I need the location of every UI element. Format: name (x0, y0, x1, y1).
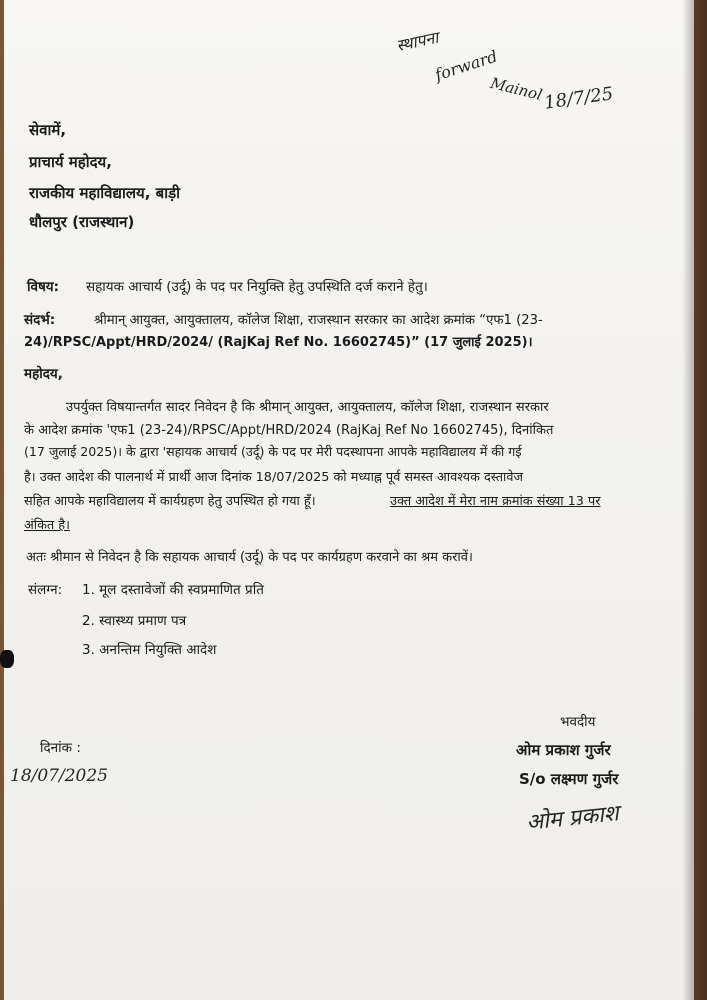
request-text: अतः श्रीमान से निवेदन है कि सहायक आचार्य (उर्दू) के पद पर कार्यग्रहण करवाने का श्रम करावें। (26, 550, 473, 565)
address-line3: राजकीय महाविद्यालय, बाड़ी (29, 184, 181, 202)
enclosures-label: संलग्न: (28, 582, 63, 598)
annotation-line3: Mainol (488, 73, 544, 105)
address-line2: प्राचार्य महोदय, (29, 153, 112, 171)
reference-label: संदर्भ: (24, 312, 56, 328)
salutation: महोदय, (24, 366, 63, 382)
page-mark (0, 650, 14, 668)
enclosure-item-1: 1. मूल दस्तावेजों की स्वप्रमाणित प्रति (82, 582, 264, 598)
body-line3: (17 जुलाई 2025)। के द्वारा 'सहायक आचार्य (उर्दू) के पद पर मेरी पदस्थापना आपके महाविद्यालय में की गई (24, 444, 522, 459)
letter-page (4, 0, 694, 1000)
page-edge-shadow (682, 0, 694, 1000)
annotation-line1: स्थापना (394, 27, 441, 56)
body-line6: अंकित है। (24, 518, 70, 533)
handwritten-signature: ओम प्रकाश (525, 801, 620, 836)
body-line1: उपर्युक्त विषयान्तर्गत सादर निवेदन है कि श्रीमान् आयुक्त, आयुक्तालय, कॉलेज शिक्षा, राजस्थान सरकार (66, 400, 549, 415)
body-line2: के आदेश क्रमांक 'एफ1 (23-24)/RPSC/Appt/HRD/2024 (RajKaj Ref No 16602745), दिनांकित (24, 423, 554, 438)
enclosure-item-3: 3. अनन्तिम नियुक्ति आदेश (82, 642, 217, 658)
date-label: दिनांक : (40, 740, 81, 756)
reference-line2: 24)/RPSC/Appt/HRD/2024/ (RajKaj Ref No. 16602745)” (17 जुलाई 2025)। (24, 335, 533, 350)
reference-line1: श्रीमान् आयुक्त, आयुक्तालय, कॉलेज शिक्षा, राजस्थान सरकार का आदेश क्रमांक “एफ1 (23- (94, 313, 543, 328)
date-value: 18/07/2025 (10, 766, 108, 786)
closing-text: भवदीय (560, 714, 596, 730)
sender-name: ओम प्रकाश गुर्जर (516, 741, 611, 759)
body-line5b: उक्त आदेश में मेरा नाम क्रमांक संख्या 13 पर (390, 494, 601, 509)
subject-label: विषय: (27, 279, 60, 295)
annotation-line4: 18/7/25 (542, 83, 615, 114)
enclosure-item-2: 2. स्वास्थ्य प्रमाण पत्र (82, 613, 187, 629)
address-line1: सेवामें, (29, 121, 67, 139)
annotation-line2: forward (432, 46, 500, 85)
address-line4: धौलपुर (राजस्थान) (29, 213, 135, 231)
subject-text: सहायक आचार्य (उर्दू) के पद पर नियुक्ति हेतु उपस्थिति दर्ज कराने हेतु। (86, 279, 428, 295)
body-line4: है। उक्त आदेश की पालनार्थ में प्रार्थी आज दिनांक 18/07/2025 को मध्याह्न पूर्व समस्त आवश्यक दस्तावेज (24, 470, 523, 485)
body-line5a: सहित आपके महाविद्यालय में कार्यग्रहण हेतु उपस्थित हो गया हूँ। (24, 494, 316, 509)
sender-father-name: S/o लक्ष्मण गुर्जर (519, 770, 619, 788)
